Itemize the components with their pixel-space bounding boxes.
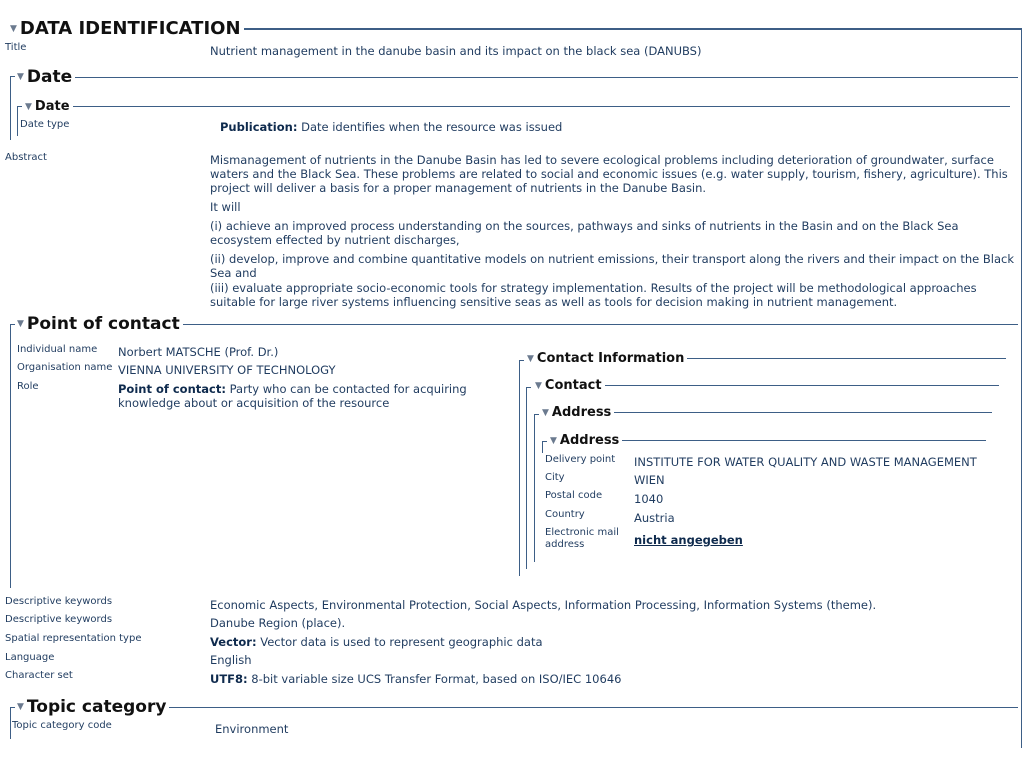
date-inner-bar bbox=[17, 106, 18, 136]
data-identification-header[interactable] bbox=[10, 18, 1022, 39]
keywords-1-value: Economic Aspects, Environmental Protection, Social Aspects, Information Processing, Information Systems (theme). bbox=[210, 598, 877, 612]
collapse-triangle-icon[interactable]: ▼ bbox=[550, 435, 557, 446]
contact-info-bar bbox=[519, 360, 520, 576]
address-inner-header[interactable] bbox=[550, 433, 986, 448]
abstract-value bbox=[210, 153, 1022, 309]
topic-category-code-label: Topic category code bbox=[12, 720, 112, 731]
keywords-2-value: Danube Region (place). bbox=[210, 616, 346, 630]
title-value: Nutrient management in the danube basin and its impact on the black sea (DANUBS) bbox=[210, 44, 702, 58]
section-rule bbox=[244, 28, 1022, 30]
bracket-stub bbox=[526, 387, 531, 388]
email-value[interactable] bbox=[634, 529, 743, 548]
email-label-line1: Electronic mail bbox=[545, 527, 619, 538]
date-type-value bbox=[220, 120, 562, 134]
email-link[interactable]: nicht angegeben bbox=[634, 533, 743, 547]
abstract-paragraph: It will bbox=[210, 200, 241, 214]
spatial-text: Vector data is used to represent geographic data bbox=[256, 635, 543, 649]
collapse-triangle-icon[interactable]: ▼ bbox=[17, 702, 24, 712]
charset-bold: UTF8: bbox=[210, 672, 248, 686]
postal-code-value: 1040 bbox=[634, 492, 664, 506]
collapse-triangle-icon[interactable]: ▼ bbox=[25, 101, 32, 112]
topic-category-heading: Topic category bbox=[26, 697, 167, 717]
section-rule bbox=[622, 440, 986, 441]
country-value: Austria bbox=[634, 511, 675, 525]
spatial-representation-label: Spatial representation type bbox=[5, 633, 142, 644]
delivery-point-label: Delivery point bbox=[545, 454, 616, 465]
email-label bbox=[545, 527, 619, 551]
date-type-label: Date type bbox=[20, 119, 70, 130]
spatial-representation-value bbox=[210, 635, 543, 649]
bracket-stub bbox=[17, 106, 22, 107]
date-section-header[interactable] bbox=[17, 67, 1018, 87]
city-value: WIEN bbox=[634, 473, 665, 487]
abstract-paragraph: (iii) evaluate appropriate socio-economic tools for strategy implementation. Results of the project will be methodological approaches suitable for large river systems influencing sensitive seas as well as tools for decision making in nutrient management. bbox=[210, 281, 977, 309]
section-rule bbox=[687, 358, 1006, 359]
bracket-stub bbox=[519, 360, 524, 361]
bracket-stub bbox=[534, 414, 539, 415]
address-header[interactable] bbox=[542, 405, 992, 420]
collapse-triangle-icon[interactable]: ▼ bbox=[17, 319, 24, 329]
date-type-text: Date identifies when the resource was issued bbox=[297, 120, 563, 134]
topic-category-code-value: Environment bbox=[215, 722, 289, 736]
address-inner-bar bbox=[542, 441, 543, 453]
language-label: Language bbox=[5, 652, 55, 663]
section-rule bbox=[169, 707, 1018, 708]
date-inner-header[interactable] bbox=[25, 99, 1010, 114]
date-section-bar bbox=[10, 76, 11, 140]
point-of-contact-heading: Point of contact bbox=[26, 314, 180, 334]
postal-code-label: Postal code bbox=[545, 490, 603, 501]
individual-name-value: Norbert MATSCHE (Prof. Dr.) bbox=[118, 345, 279, 359]
contact-information-header[interactable] bbox=[527, 351, 1006, 366]
role-label: Role bbox=[17, 381, 39, 392]
spatial-bold: Vector: bbox=[210, 635, 257, 649]
date-inner-heading: Date bbox=[34, 99, 70, 114]
email-label-line2: address bbox=[545, 539, 585, 550]
organisation-name-label: Organisation name bbox=[17, 362, 113, 373]
abstract-paragraph: (i) achieve an improved process understanding on the sources, pathways and sinks of nutrients in the Basin and on the Black Sea ecosystem effected by nutrient discharges, bbox=[210, 219, 959, 247]
country-label: Country bbox=[545, 509, 585, 520]
title-label: Title bbox=[5, 42, 27, 53]
organisation-name-value: VIENNA UNIVERSITY OF TECHNOLOGY bbox=[118, 363, 336, 377]
keywords-2-label: Descriptive keywords bbox=[5, 614, 113, 625]
date-type-bold: Publication: bbox=[220, 120, 298, 134]
right-border bbox=[1021, 28, 1022, 748]
individual-name-label: Individual name bbox=[17, 344, 98, 355]
character-set-value bbox=[210, 672, 621, 686]
collapse-triangle-icon[interactable]: ▼ bbox=[527, 353, 534, 364]
collapse-triangle-icon[interactable]: ▼ bbox=[535, 380, 542, 391]
bracket-stub bbox=[542, 441, 547, 442]
contact-header[interactable] bbox=[535, 378, 999, 393]
charset-text: 8-bit variable size UCS Transfer Format, based on ISO/IEC 10646 bbox=[247, 672, 622, 686]
section-rule bbox=[75, 77, 1018, 78]
character-set-label: Character set bbox=[5, 670, 73, 681]
contact-bar bbox=[526, 387, 527, 569]
poc-section-bar bbox=[10, 324, 11, 588]
role-bold: Point of contact: bbox=[118, 382, 226, 396]
delivery-point-value: INSTITUTE FOR WATER QUALITY AND WASTE MANAGEMENT bbox=[634, 455, 977, 469]
bracket-stub bbox=[10, 324, 15, 325]
bracket-stub bbox=[10, 76, 15, 77]
section-rule bbox=[605, 385, 999, 386]
address-inner-heading: Address bbox=[559, 433, 620, 448]
collapse-triangle-icon[interactable]: ▼ bbox=[10, 23, 17, 34]
topic-section-bar bbox=[10, 707, 11, 739]
collapse-triangle-icon[interactable]: ▼ bbox=[542, 407, 549, 418]
section-rule bbox=[614, 412, 992, 413]
section-rule bbox=[183, 324, 1018, 325]
collapse-triangle-icon[interactable]: ▼ bbox=[17, 72, 24, 82]
section-rule bbox=[73, 106, 1010, 107]
role-text: Party who can be contacted for acquiring knowledge about or acquisition of the resource bbox=[118, 382, 467, 410]
topic-category-header[interactable] bbox=[17, 697, 1018, 717]
point-of-contact-header[interactable] bbox=[17, 314, 1018, 334]
role-value bbox=[118, 382, 498, 410]
data-identification-heading: DATA IDENTIFICATION bbox=[19, 18, 241, 39]
keywords-1-label: Descriptive keywords bbox=[5, 596, 113, 607]
contact-heading: Contact bbox=[544, 378, 602, 393]
address-heading: Address bbox=[551, 405, 612, 420]
bracket-stub bbox=[10, 707, 15, 708]
city-label: City bbox=[545, 472, 565, 483]
contact-information-heading: Contact Information bbox=[536, 351, 685, 366]
abstract-paragraph: Mismanagement of nutrients in the Danube Basin has led to severe ecological problems including deterioration of groundwater, surface waters and the Black Sea. These problems are related to social and economic issues (e.g. water supply, tourism, fishery, agriculture). This project will deliver a basis for a proper management of nutrients in the Danube Basin. bbox=[210, 153, 1008, 195]
address-bar bbox=[534, 414, 535, 562]
date-heading: Date bbox=[26, 67, 73, 87]
abstract-paragraph: (ii) develop, improve and combine quantitative models on nutrient emissions, their transport along the rivers and their impact on the Black Sea and bbox=[210, 252, 1014, 280]
language-value: English bbox=[210, 653, 252, 667]
abstract-label: Abstract bbox=[5, 152, 47, 163]
